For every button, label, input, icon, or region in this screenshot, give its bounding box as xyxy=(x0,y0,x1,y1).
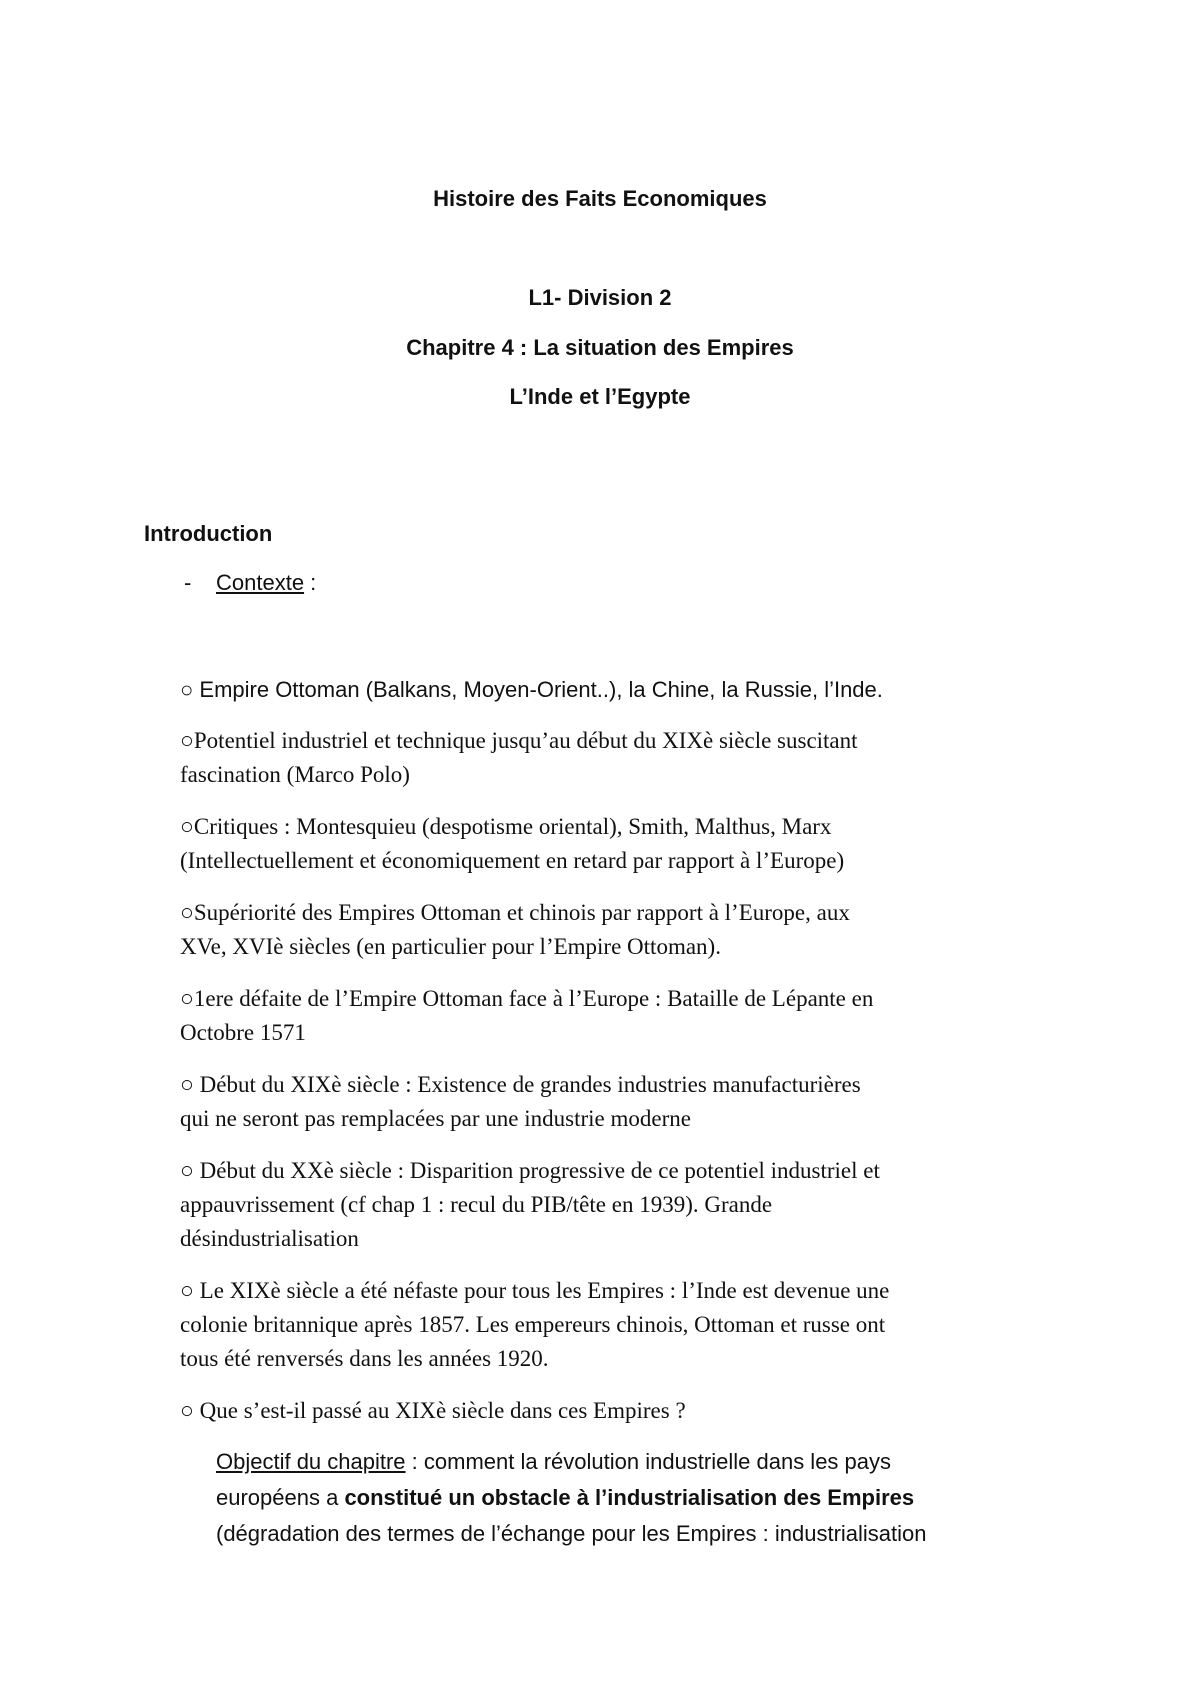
objective-emphasis: constitué un obstacle à l’industrialisation des Empires xyxy=(344,1485,915,1510)
list-item-continuation: fascination (Marco Polo) xyxy=(180,762,410,787)
objective-label: Objectif du chapitre xyxy=(216,1449,406,1474)
list-item-continuation: appauvrissement (cf chap 1 : recul du PIB/tête en 1939). Grande xyxy=(180,1192,773,1217)
list-dash: - xyxy=(184,570,192,595)
context-colon: : xyxy=(304,570,317,595)
list-item: ○ Début du XXè siècle : Disparition progressive de ce potentiel industriel et xyxy=(180,1158,880,1183)
list-item: ○Supériorité des Empires Ottoman et chinois par rapport à l’Europe, aux xyxy=(180,900,850,925)
section-heading: Introduction xyxy=(144,521,273,546)
list-item: ○Critiques : Montesquieu (despotisme oriental), Smith, Malthus, Marx xyxy=(180,814,832,839)
objective-text: : comment la révolution industrielle dans les pays xyxy=(405,1449,892,1474)
context-label: Contexte xyxy=(216,570,305,595)
list-item-continuation: colonie britannique après 1857. Les empereurs chinois, Ottoman et russe ont xyxy=(180,1312,886,1337)
objective-line xyxy=(216,1447,891,1477)
objective-text: européens a xyxy=(216,1485,345,1510)
list-item: ○Potentiel industriel et technique jusqu’au début du XIXè siècle suscitant xyxy=(180,728,858,753)
objective-line: (dégradation des termes de l’échange pour les Empires : industrialisation xyxy=(216,1521,927,1546)
list-item-continuation: (Intellectuellement et économiquement en retard par rapport à l’Europe) xyxy=(180,848,845,873)
chapter-subtitle: L’Inde et l’Egypte xyxy=(509,384,691,409)
list-item: ○ Empire Ottoman (Balkans, Moyen-Orient..), la Chine, la Russie, l’Inde. xyxy=(180,677,883,702)
list-item: ○ Que s’est-il passé au XIXè siècle dans ces Empires ? xyxy=(180,1398,686,1423)
list-item: ○1ere défaite de l’Empire Ottoman face à l’Europe : Bataille de Lépante en xyxy=(180,986,874,1011)
list-item-continuation: Octobre 1571 xyxy=(180,1020,306,1045)
list-item-continuation: qui ne seront pas remplacées par une industrie moderne xyxy=(180,1106,691,1131)
document-title: Histoire des Faits Economiques xyxy=(433,186,767,211)
chapter-title: Chapitre 4 : La situation des Empires xyxy=(406,335,794,360)
list-item-continuation: XVe, XVIè siècles (en particulier pour l’Empire Ottoman). xyxy=(180,934,721,959)
list-item: ○ Le XIXè siècle a été néfaste pour tous les Empires : l’Inde est devenue une xyxy=(180,1278,890,1303)
objective-line xyxy=(216,1483,914,1513)
context-line xyxy=(216,568,316,598)
list-item-continuation: tous été renversés dans les années 1920. xyxy=(180,1346,549,1371)
list-item: ○ Début du XIXè siècle : Existence de grandes industries manufacturières xyxy=(180,1072,861,1097)
division-label: L1- Division 2 xyxy=(528,285,672,310)
list-item-continuation: désindustrialisation xyxy=(180,1226,359,1251)
